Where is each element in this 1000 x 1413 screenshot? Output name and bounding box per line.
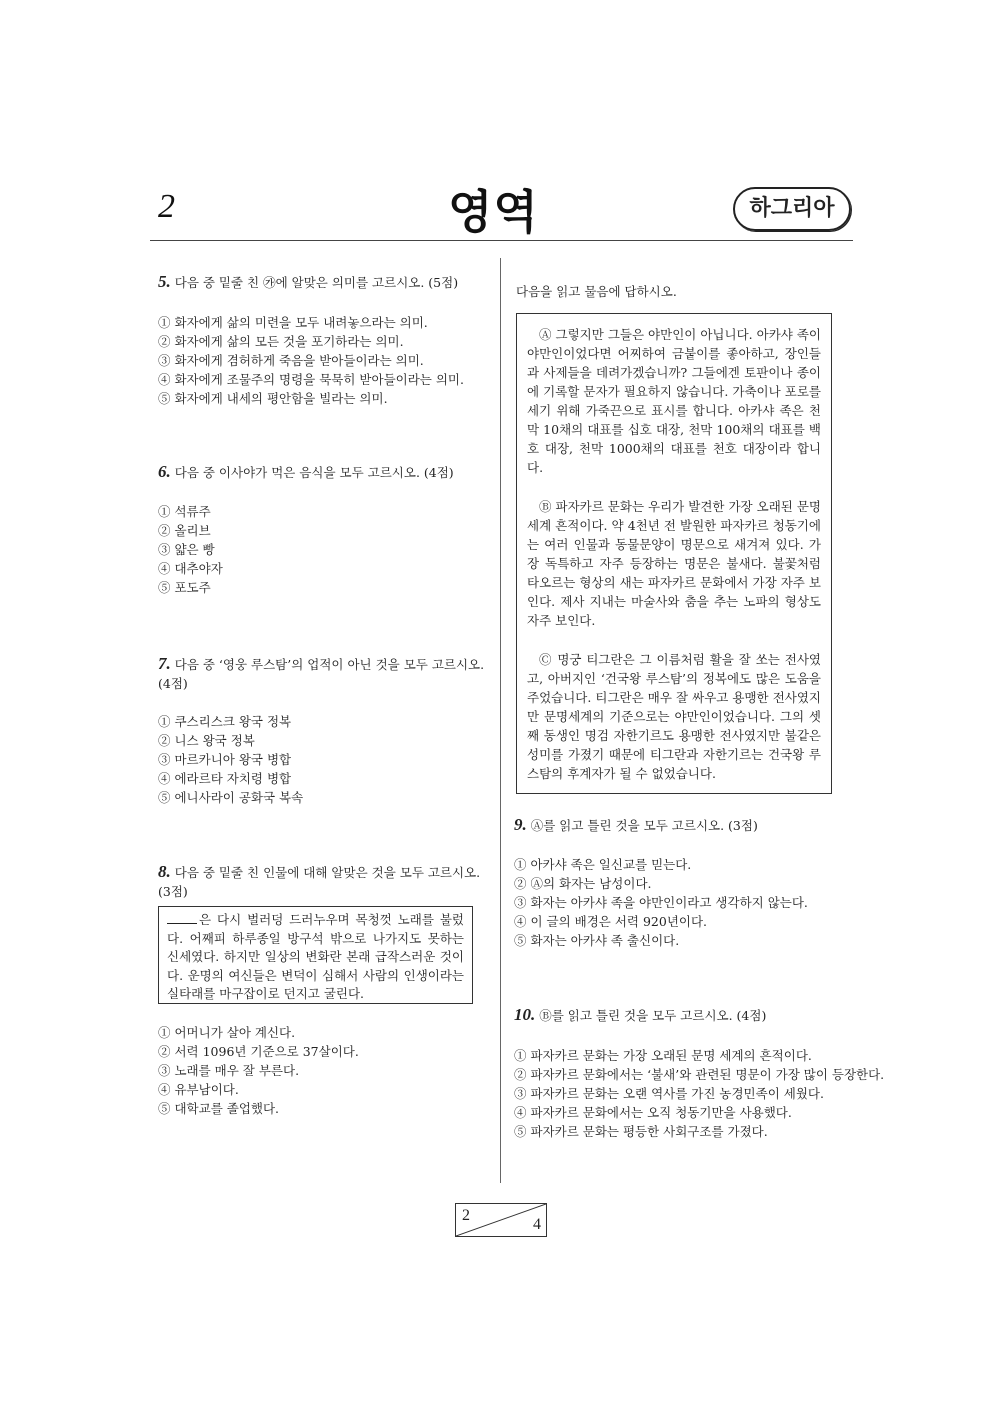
- option-item[interactable]: ④ 이 글의 배경은 서력 920년이다.: [514, 914, 708, 929]
- question-10-options: [514, 1046, 884, 1141]
- option-item[interactable]: ⑤ 대학교를 졸업했다.: [158, 1101, 280, 1116]
- option-item[interactable]: ① 쿠스리스크 왕국 정복: [158, 714, 292, 729]
- option-item[interactable]: ② 올리브: [158, 523, 211, 538]
- question-6-options: [158, 502, 223, 597]
- total-pages: 4: [533, 1216, 541, 1233]
- option-item[interactable]: ② 니스 왕국 정복: [158, 733, 255, 748]
- option-item[interactable]: ① 석류주: [158, 504, 211, 519]
- passage-c: Ⓒ 명궁 티그란은 그 이름처럼 활을 잘 쏘는 전사였고, 아버지인 ‘건국왕 루스탐’의 정복에도 많은 도움을 주었습니다. 티그란은 매우 잘 싸우고 용맹한 전사였지만 문명세계의 기준으로는 야만인이었습니다. 그의 셋째 동생인 명검 자한기르도 용맹한 전사였지만 불같은 성미를 가졌기 때문에 티그란과 자한기르는 건국왕 루스탐의 후계자가 될 수 없었습니다.: [527, 652, 821, 781]
- question-7: [158, 654, 488, 693]
- option-item[interactable]: ① 아카샤 족은 일신교를 믿는다.: [514, 857, 692, 872]
- option-item[interactable]: ② Ⓐ의 화자는 남성이다.: [514, 876, 652, 891]
- section-title: 영역: [448, 185, 539, 239]
- excerpt-text: 은 다시 벌러덩 드러누우며 목청껏 노래를 불렀다. 어째피 하루종일 방구석 밖으로 나가지도 못하는 신세였다. 하지만 일상의 변화란 본래 급작스러운 것이다. 운명의 여신들은 변덕이 심해서 사람의 인생이라는 실타래를 마구잡이로 던지고 굴린다.: [167, 912, 464, 1001]
- passage-b: Ⓑ 파자카르 문화는 우리가 발견한 가장 오래된 문명세계 흔적이다. 약 4천년 전 발원한 파자카르 청동기에는 여러 인물과 동물문양이 명문으로 새겨져 있다. 가장 독특하고 자주 등장하는 명문은 불새다. 불꽃처럼 타오르는 형상의 새는 파자카르 문화에서 가장 자주 보인다. 제사 지내는 마술사와 춤을 추는 노파의 형상도 자주 보인다.: [527, 499, 821, 628]
- option-item[interactable]: ③ 얇은 빵: [158, 542, 215, 557]
- option-item[interactable]: ③ 화자는 아카샤 족을 야만인이라고 생각하지 않는다.: [514, 895, 808, 910]
- option-item[interactable]: ⑤ 화자는 아카샤 족 출신이다.: [514, 933, 680, 948]
- option-item[interactable]: ③ 파자카르 문화는 오랜 역사를 가진 농경민족이 세웠다.: [514, 1086, 824, 1101]
- question-text: 다음 중 이사야가 먹은 음식을 모두 고르시오. (4점): [174, 465, 454, 480]
- question-number: 6.: [158, 462, 171, 481]
- question-5: [158, 272, 488, 292]
- option-item[interactable]: ① 어머니가 살아 계신다.: [158, 1025, 296, 1040]
- option-item[interactable]: ② 화자에게 삶의 모든 것을 포기하라는 의미.: [158, 334, 404, 349]
- option-item[interactable]: ⑤ 에니사라이 공화국 복속: [158, 790, 304, 805]
- option-item[interactable]: ③ 화자에게 겸허하게 죽음을 받아들이라는 의미.: [158, 353, 424, 368]
- option-item[interactable]: ⑤ 화자에게 내세의 평안함을 빌라는 의미.: [158, 391, 388, 406]
- question-number: 8.: [158, 862, 171, 881]
- question-9: [514, 815, 844, 835]
- option-item[interactable]: ⑤ 파자카르 문화는 평등한 사회구조를 가졌다.: [514, 1124, 768, 1139]
- question-text: Ⓐ를 읽고 틀린 것을 모두 고르시오. (3점): [530, 818, 758, 833]
- passage-intro: 다음을 읽고 물음에 답하시오.: [516, 284, 677, 299]
- option-item[interactable]: ⑤ 포도주: [158, 580, 211, 595]
- question-text: 다음 중 ‘영웅 루스탐’의 업적이 아닌 것을 모두 고르시오. (4점): [158, 657, 485, 691]
- question-text: 다음 중 밑줄 친 ㉮에 알맞은 의미를 고르시오. (5점): [174, 275, 459, 290]
- header-divider: [150, 240, 853, 241]
- question-number: 10.: [514, 1005, 536, 1024]
- option-item[interactable]: ④ 에라르타 자치령 병합: [158, 771, 292, 786]
- option-item[interactable]: ④ 화자에게 조물주의 명령을 묵묵히 받아들이라는 의미.: [158, 372, 464, 387]
- reading-passage: [516, 313, 832, 794]
- question-6: [158, 462, 488, 482]
- publisher-badge: 하그리아: [733, 187, 851, 231]
- question-number: 5.: [158, 272, 171, 291]
- question-number: 7.: [158, 654, 171, 673]
- option-item[interactable]: ① 화자에게 삶의 미련을 모두 내려놓으라는 의미.: [158, 315, 428, 330]
- option-item[interactable]: ④ 유부남이다.: [158, 1082, 239, 1097]
- passage-a: Ⓐ 그렇지만 그들은 야만인이 아닙니다. 아카샤 족이 야만인이었다면 어찌하여 금붙이를 좋아하고, 장인들과 사제들을 데려가겠습니까? 그들에겐 토판이나 종이에 기록할 문자가 필요하지 않습니다. 가축이나 포로를 세기 위해 가죽끈으로 표시를 합니다. 아카샤 족은 천막 10채의 대표를 십호 대장, 천막 100채의 대표를 백호 대장, 천막 1000채의 대표를 천호 대장이라 합니다.: [527, 327, 821, 475]
- underlined-blank: [167, 910, 197, 924]
- question-number: 9.: [514, 815, 527, 834]
- page-indicator: [455, 1203, 547, 1237]
- page-number-header: 2: [158, 188, 175, 225]
- option-item[interactable]: ② 파자카르 문화에서는 ‘불새’와 관련된 명문이 가장 많이 등장한다.: [514, 1067, 885, 1082]
- question-text: 다음 중 밑줄 친 인물에 대해 알맞은 것을 모두 고르시오. (3점): [158, 865, 481, 899]
- option-item[interactable]: ① 파자카르 문화는 가장 오래된 문명 세계의 흔적이다.: [514, 1048, 812, 1063]
- option-item[interactable]: ③ 노래를 매우 잘 부른다.: [158, 1063, 300, 1078]
- question-5-options: [158, 313, 464, 408]
- column-divider: [500, 258, 501, 1183]
- question-8-excerpt: [158, 906, 473, 1004]
- question-9-options: [514, 855, 808, 950]
- current-page: 2: [462, 1207, 470, 1224]
- question-8-options: [158, 1023, 359, 1118]
- question-7-options: [158, 712, 303, 807]
- option-item[interactable]: ③ 마르카니아 왕국 병합: [158, 752, 292, 767]
- option-item[interactable]: ④ 파자카르 문화에서는 오직 청동기만을 사용했다.: [514, 1105, 792, 1120]
- question-text: Ⓑ를 읽고 틀린 것을 모두 고르시오. (4점): [539, 1008, 767, 1023]
- option-item[interactable]: ② 서력 1096년 기준으로 37살이다.: [158, 1044, 359, 1059]
- question-8: [158, 862, 488, 901]
- option-item[interactable]: ④ 대추야자: [158, 561, 223, 576]
- question-10: [514, 1005, 854, 1025]
